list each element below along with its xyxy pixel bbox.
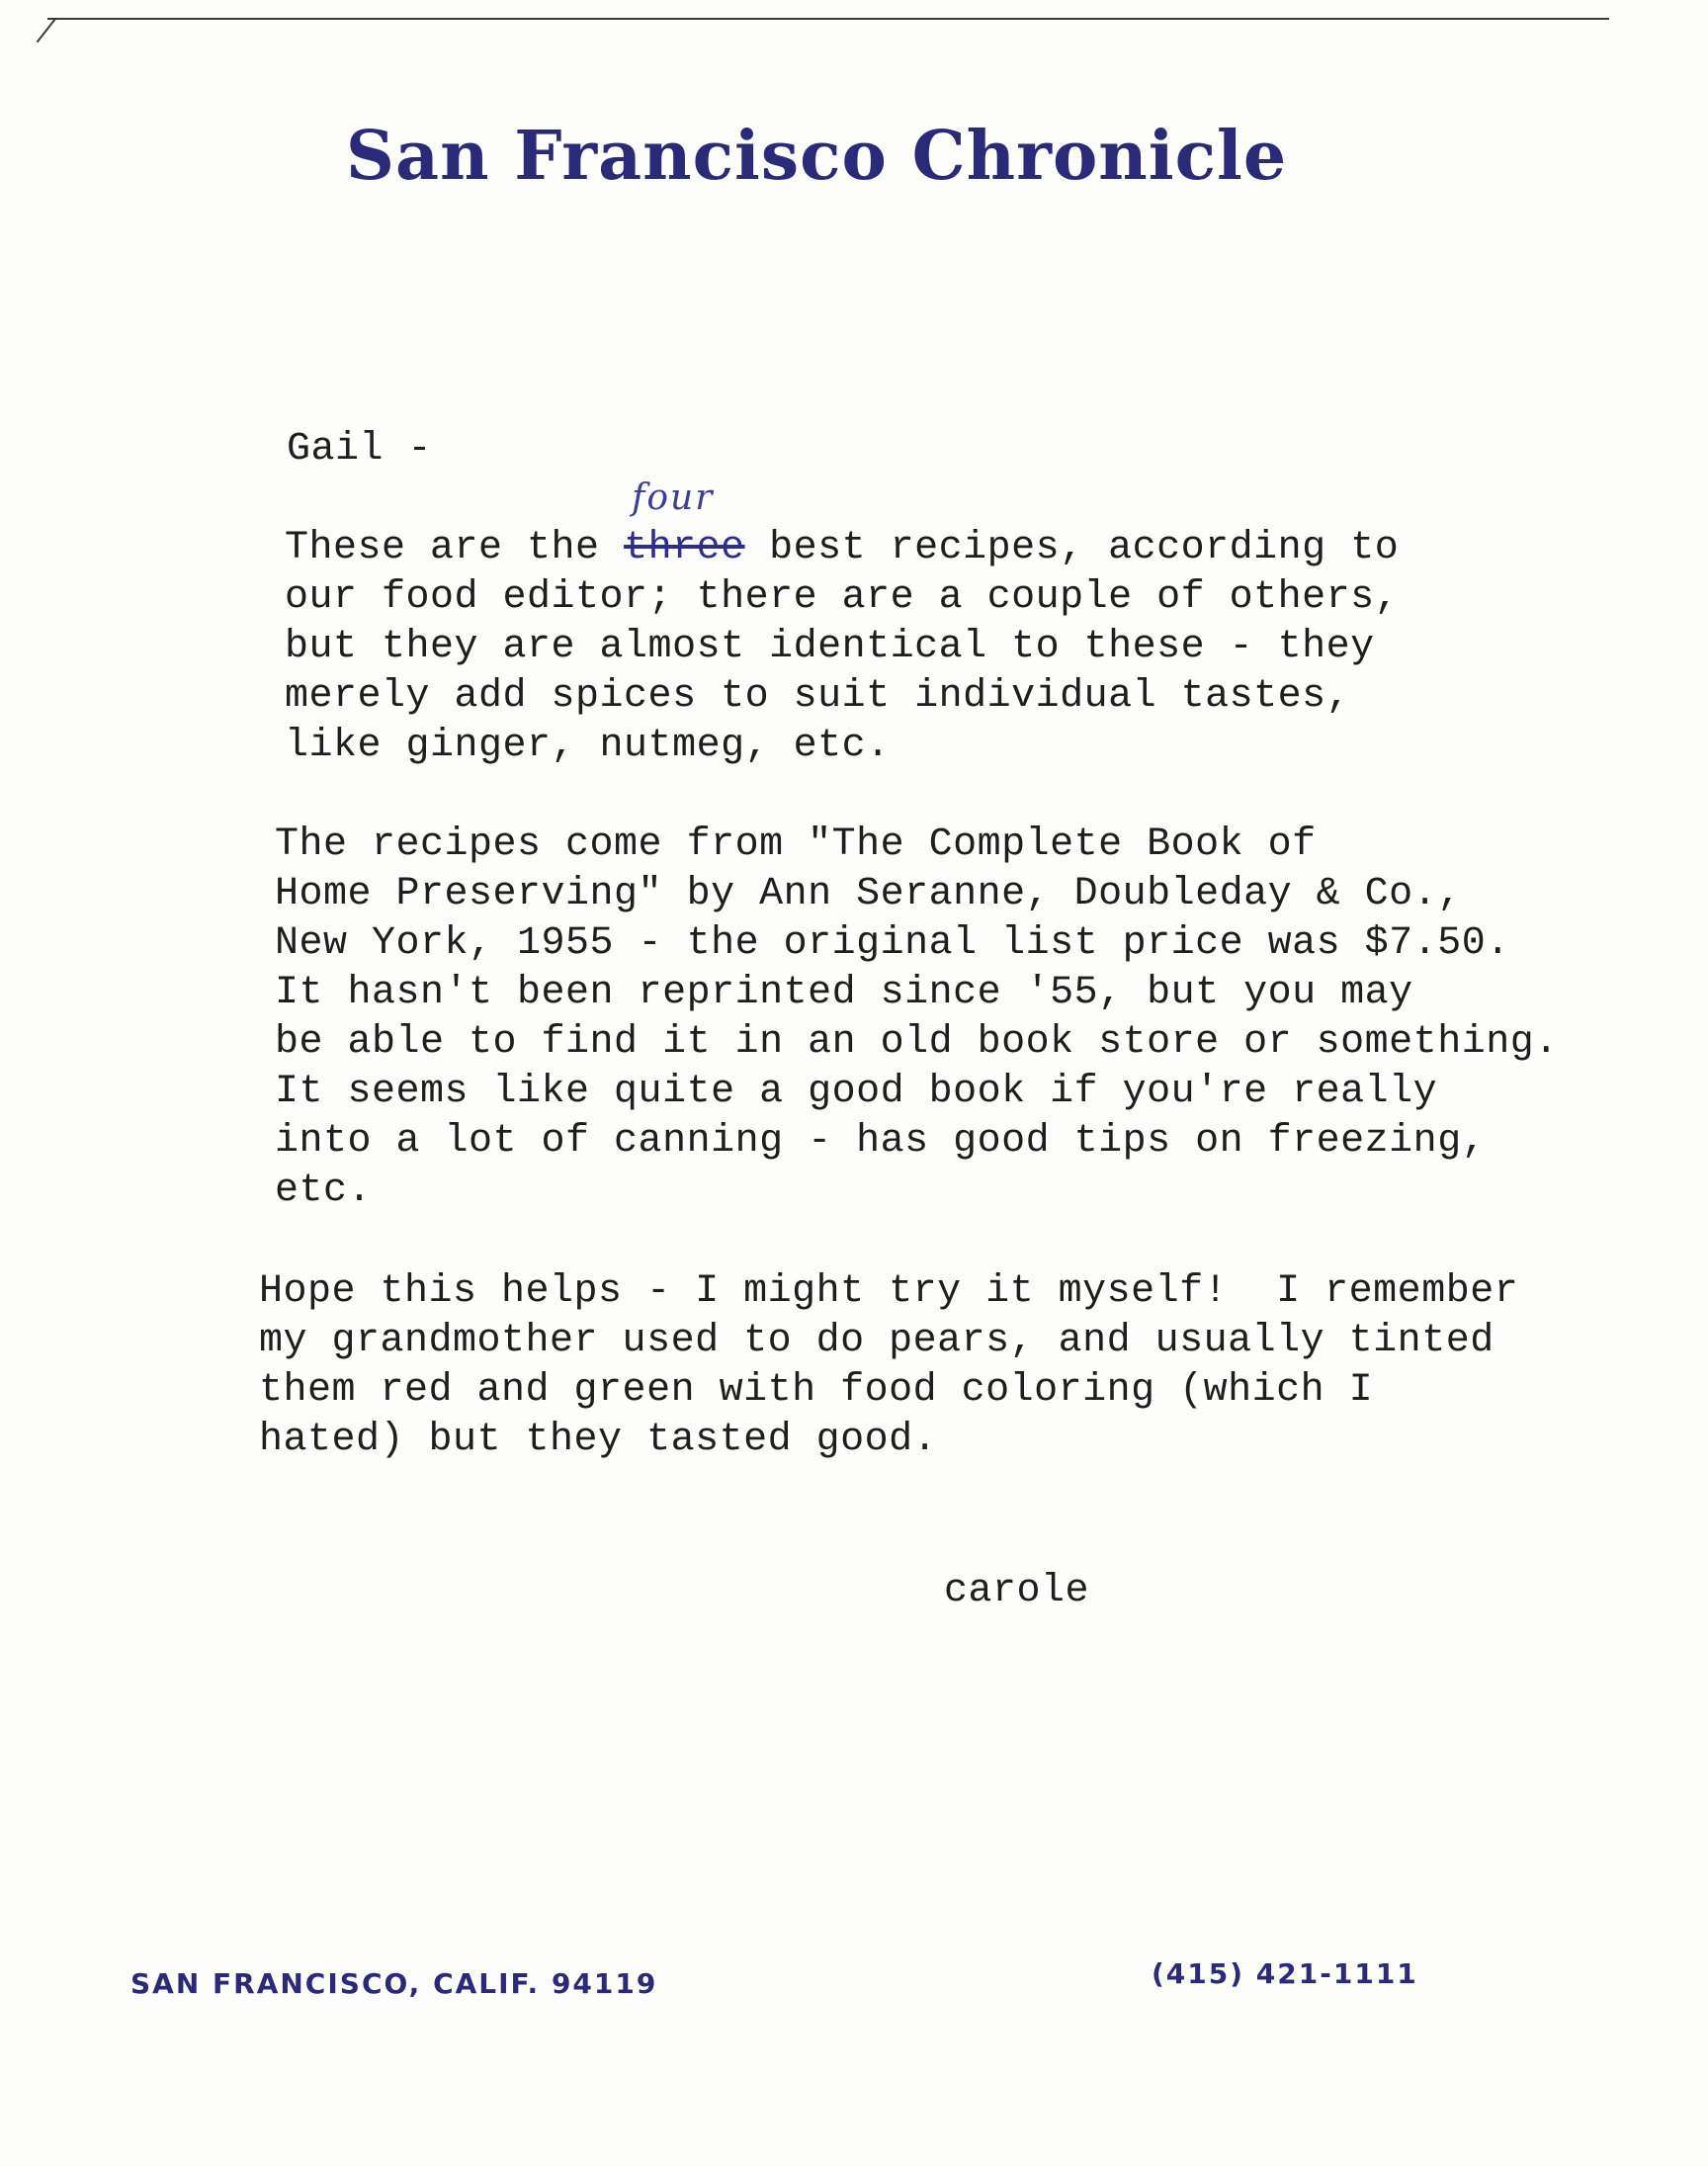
edit-correction xyxy=(624,477,745,573)
handwritten-insertion: four xyxy=(632,477,715,518)
corner-tick xyxy=(37,18,56,43)
footer-phone: (415) 421-1111 xyxy=(1152,1957,1418,1990)
signature: carole xyxy=(944,1569,1090,1613)
p1-line1-before: These are the xyxy=(285,526,625,570)
paragraph-1 xyxy=(285,477,1400,771)
p1-line1-after: best recipes, according to xyxy=(744,526,1400,570)
masthead-logo xyxy=(0,117,1708,196)
p1-rest: our food editor; there are a couple of others, but they are almost identical to these - they merely add spices to suit individual tastes, like ginger, nutmeg, etc. xyxy=(285,575,1400,768)
salutation: Gail - xyxy=(287,427,433,472)
paragraph-3: Hope this helps - I might try it myself! I remember my grandmother used to do pears, and usually tinted them red and green with food coloring (which I hated) but they tasted good. xyxy=(259,1269,1519,1462)
paragraph-2: The recipes come from "The Complete Book of Home Preserving" by Ann Seranne, Doubleday & Co., New York, 1955 - the original list price was $7.50. It hasn't been reprinted since '55, but you may be able to find it in an old book store or something. It seems like quite a good book if you're really into a lot of canning - has good tips on freezing, etc. xyxy=(275,823,1559,1213)
footer-address: SAN FRANCISCO, CALIF. 94119 xyxy=(130,1967,658,2000)
struck-word: three xyxy=(624,526,745,570)
masthead-text: San Francisco Chronicle xyxy=(345,117,1288,196)
top-rule xyxy=(47,18,1609,20)
